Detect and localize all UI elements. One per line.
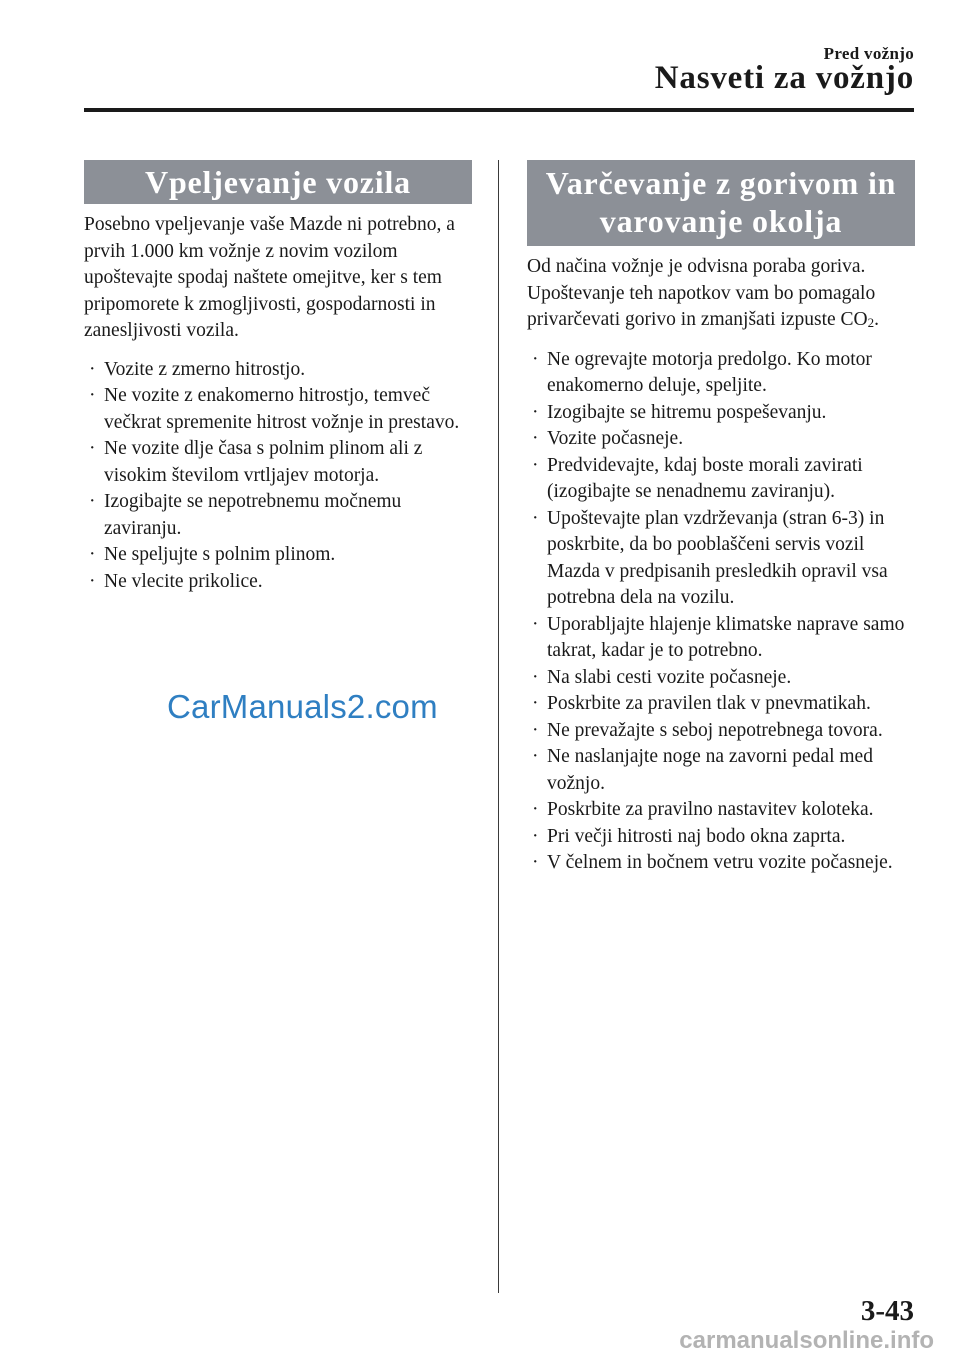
fuel-economy-list — [527, 347, 915, 877]
list-item: · Ne vlecite prikolice. — [84, 569, 472, 596]
fuel-economy-intro: Od načina vožnje je odvisna poraba goriva. Upoštevanje teh napotkov vam bo pomagalo privarčevati gorivo in zmanjšati izpuste $CO_2$. — [527, 256, 879, 330]
list-item: · Pri večji hitrosti naj bodo okna zaprta. — [527, 824, 915, 851]
bullet-icon: · — [89, 544, 96, 565]
bullet-icon: · — [532, 348, 539, 370]
watermark-logo: CarManuals2.com — [167, 688, 438, 725]
right-column — [527, 160, 915, 877]
break-in-intro: Posebno vpeljevanje vaše Mazde ni potrebno, a prvih 1.000 km vožnje z novim vozilom upoštevajte spodaj naštete omejitve, ker s tem pripomorete k zmogljivosti, gospodarnosti in zanesljivosti vozila. — [84, 214, 455, 341]
list-item: · Vozite počasneje. — [527, 426, 915, 453]
list-item: · Predvidevajte, kdaj boste morali zavirati (izogibajte se nenadnemu zaviranju). — [532, 454, 863, 502]
header-rule — [84, 108, 914, 112]
bullet-icon: · — [89, 570, 96, 592]
bullet-icon: · — [532, 746, 539, 767]
page-number: 3-43 — [860, 1295, 914, 1327]
bullet-icon: · — [532, 693, 539, 714]
list-item: · Poskrbite za pravilno nastavitev koloteka. — [527, 797, 915, 824]
list-item: · V čelnem in bočnem vetru vozite počasneje. — [527, 850, 915, 877]
list-item: · Ne vozite dlje časa s polnim plinom ali z visokim številom vrtljajev motorja. — [89, 438, 423, 486]
bullet-icon: · — [532, 401, 539, 423]
bullet-icon: · — [532, 719, 539, 741]
list-item: · Ne vozite z enakomerno hitrostjo, temveč večkrat spremenite hitrost vožnje in prestavo. — [89, 385, 460, 433]
bullet-icon: · — [532, 507, 539, 529]
list-item: · Ne ogrevajte motorja predolgo. Ko motor enakomerno deluje, speljite. — [532, 348, 872, 396]
left-column — [84, 160, 472, 595]
bullet-icon: · — [89, 491, 96, 512]
heading-line: varovanje okolja — [599, 203, 843, 239]
section-heading-fuel-economy — [527, 160, 915, 246]
chapter-label: Pred vožnjo — [823, 44, 914, 63]
section-heading-break-in: Vpeljevanje vozila — [84, 160, 472, 204]
list-item: · Izogibajte se nepotrebnemu močnemu zaviranju. — [89, 491, 402, 539]
bullet-icon: · — [89, 385, 96, 406]
bullet-icon: · — [89, 358, 96, 380]
list-item: · Na slabi cesti vozite počasneje. — [527, 665, 915, 692]
list-item: · Upoštevajte plan vzdrževanja (stran 6-3) in poskrbite, da bo pooblaščeni servis vozil Mazda v predpisanih presledkih opravil vsa potrebna dela na vozilu. — [532, 507, 888, 608]
bullet-icon: · — [532, 613, 539, 635]
bullet-icon: · — [532, 825, 539, 847]
bullet-icon: · — [532, 852, 539, 873]
break-in-list — [84, 357, 472, 596]
bullet-icon: · — [532, 799, 539, 820]
bullet-icon: · — [89, 438, 96, 459]
bullet-icon: · — [532, 454, 539, 476]
column-divider — [498, 160, 499, 1293]
list-item: · Izogibajte se hitremu pospeševanju. — [527, 400, 915, 427]
list-item: · Vozite z zmerno hitrostjo. — [84, 357, 472, 384]
list-item: · Ne speljujte s polnim plinom. — [84, 542, 472, 569]
bullet-icon: · — [532, 428, 539, 449]
heading-line: Varčevanje z gorivom in — [545, 165, 897, 201]
footer-watermark: carmanualsonline.info — [679, 1327, 934, 1354]
list-item: · Poskrbite za pravilen tlak v pnevmatikah. — [527, 691, 915, 718]
page-title: Nasveti za vožnjo — [654, 60, 914, 96]
list-item: · Uporabljajte hlajenje klimatske naprave samo takrat, kadar je to potrebno. — [532, 613, 905, 661]
list-item: · Ne naslanjajte noge na zavorni pedal med vožnjo. — [532, 746, 873, 794]
bullet-icon: · — [532, 666, 539, 688]
subscript: 2 — [867, 315, 875, 330]
list-item: · Ne prevažajte s seboj nepotrebnega tovora. — [527, 718, 915, 745]
